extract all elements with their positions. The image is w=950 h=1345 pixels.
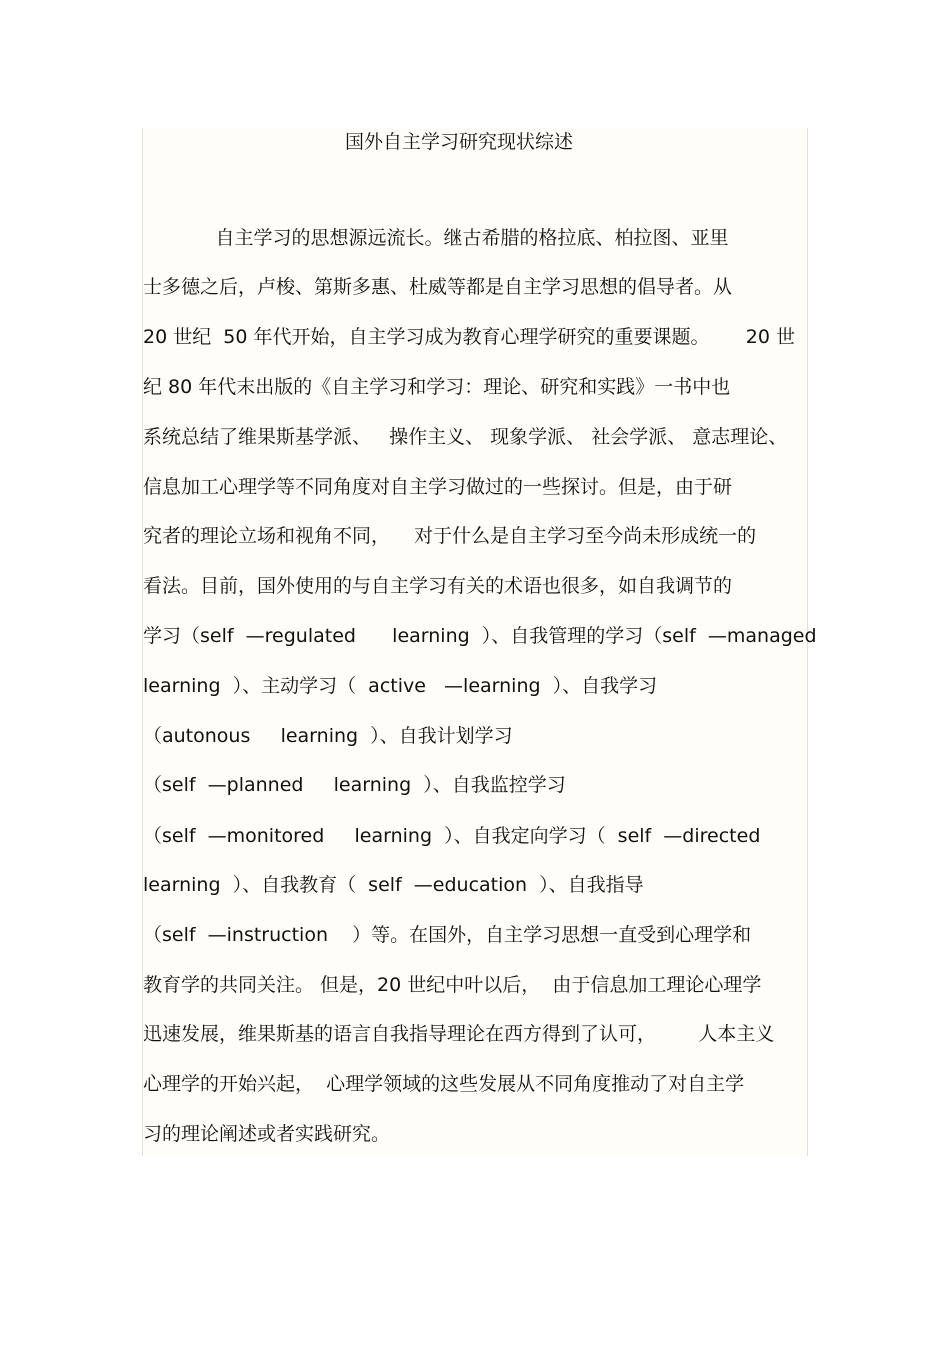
text-line: 看法。目前，国外使用的与自主学习有关的术语也很多，如自我调节的	[143, 575, 733, 597]
text-line: （self —planned learning ）、自我监控学习	[143, 774, 566, 796]
text-line: 纪 80 年代末出版的《自主学习和学习：理论、研究和实践》一书中也	[143, 376, 731, 398]
text-line: （self —instruction ）等。在国外，自主学习思想一直受到心理学和	[143, 924, 752, 946]
document-title: 国外自主学习研究现状综述	[345, 131, 574, 153]
text-line: 迅速发展，维果斯基的语言自我指导理论在西方得到了认可， 人本主义	[143, 1023, 775, 1045]
text-line: learning ）、自我教育（ self —education ）、自我指导	[143, 874, 644, 896]
text-line: 教育学的共同关注。 但是，20 世纪中叶以后， 由于信息加工理论心理学	[143, 974, 762, 996]
text-line: （self —monitored learning ）、自我定向学习（ self —directed	[143, 825, 761, 847]
text-line: learning ）、主动学习（ active —learning ）、自我学习	[143, 675, 658, 697]
text-line: 20 世纪 50 年代开始，自主学习成为教育心理学研究的重要课题。 20 世	[143, 326, 795, 348]
text-line: （autonous learning ）、自我计划学习	[143, 725, 513, 747]
text-line: 系统总结了维果斯基学派、 操作主义、 现象学派、 社会学派、 意志理论、	[143, 426, 788, 448]
text-line: 心理学的开始兴起， 心理学领域的这些发展从不同角度推动了对自主学	[143, 1073, 745, 1095]
text-line: 究者的理论立场和视角不同， 对于什么是自主学习至今尚未形成统一的	[143, 525, 757, 547]
text-line: 信息加工心理学等不同角度对自主学习做过的一些探讨。但是，由于研	[143, 476, 733, 498]
text-line: 习的理论阐述或者实践研究。	[143, 1123, 391, 1145]
text-line: 自主学习的思想源远流长。继古希腊的格拉底、柏拉图、亚里	[143, 227, 729, 249]
text-line: 士多德之后，卢梭、第斯多惠、杜威等都是自主学习思想的倡导者。从	[143, 276, 733, 298]
text-line: 学习（self —regulated learning ）、自我管理的学习（self —managed	[143, 625, 817, 647]
